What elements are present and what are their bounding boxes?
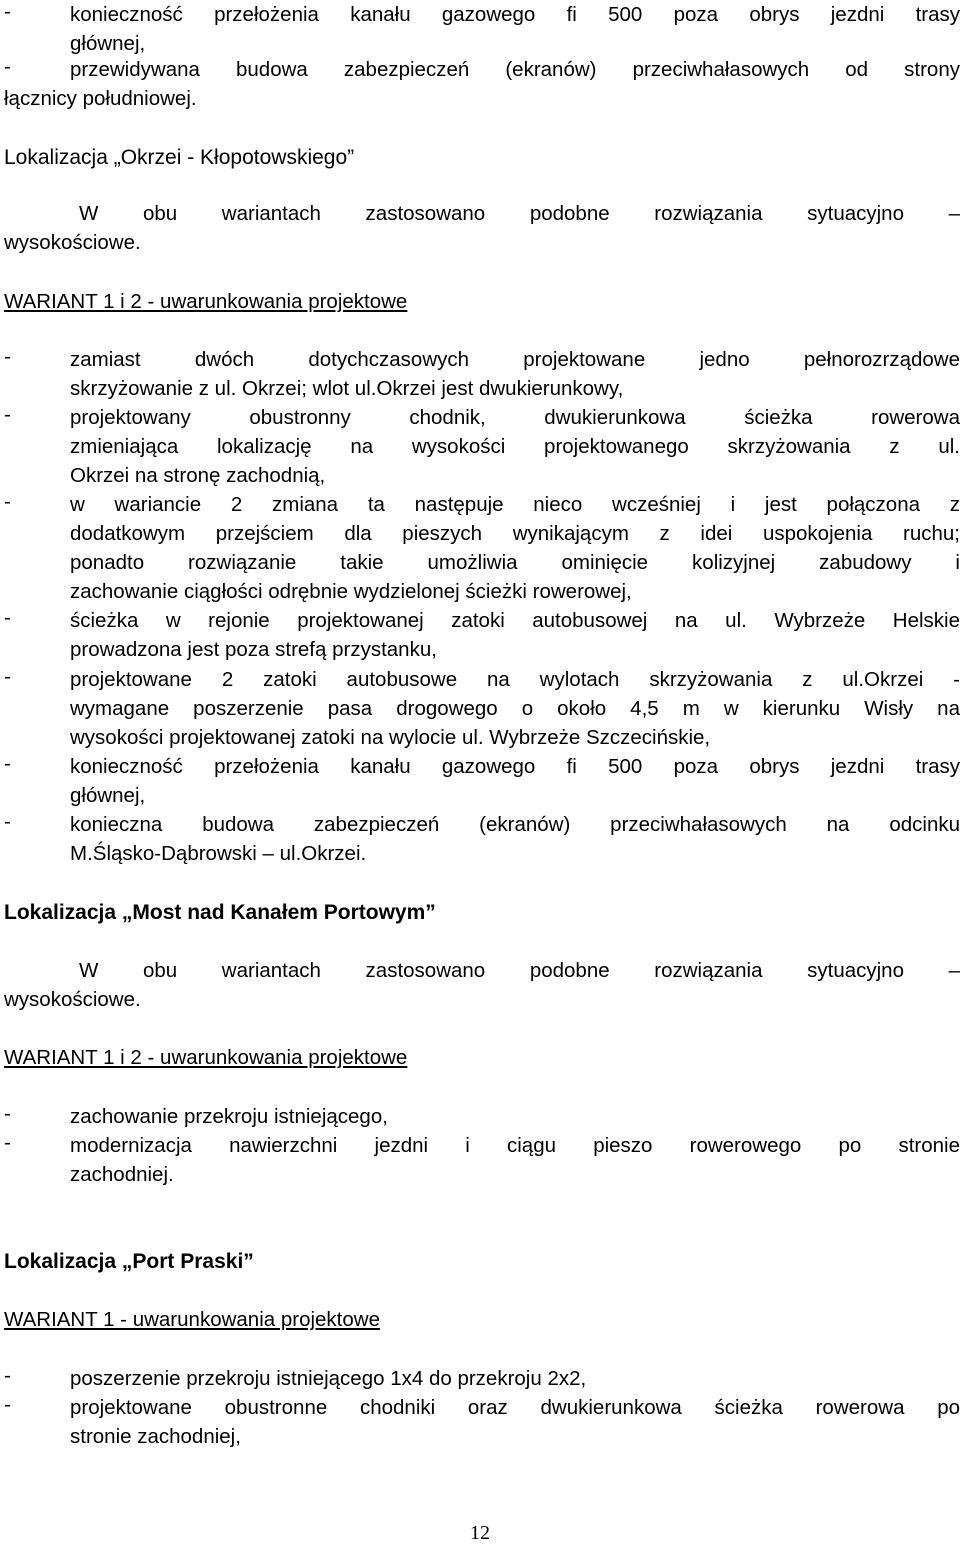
section-heading: Lokalizacja „Okrzei - Kłopotowskiego” [4, 146, 355, 169]
list-item-line: poszerzenie przekroju istniejącego 1x4 do przekroju 2x2, [70, 1367, 587, 1390]
paragraph-line: wysokościowe. [4, 231, 141, 254]
paragraph-line: W obu wariantach zastosowano podobne rozwiązania sytuacyjno – [79, 202, 960, 225]
list-dash: - [4, 1364, 11, 1387]
list-dash: - [4, 490, 11, 513]
list-item-line: ponadto rozwiązanie takie umożliwia ominięcie kolizyjnej zabudowy i [70, 551, 960, 574]
list-dash: - [4, 0, 11, 23]
list-item-line: wymagane poszerzenie pasa drogowego o około 4,5 m w kierunku Wisły na [70, 697, 960, 720]
list-item-line: konieczność przełożenia kanału gazowego fi 500 poza obrys jezdni trasy [70, 3, 960, 26]
list-item-line: zachowanie ciągłości odrębnie wydzielonej ścieżki rowerowej, [70, 580, 632, 603]
list-dash: - [4, 403, 11, 426]
list-dash: - [4, 1393, 11, 1416]
list-item-line: M.Śląsko-Dąbrowski – ul.Okrzei. [70, 842, 367, 865]
list-dash: - [4, 1131, 11, 1154]
list-dash: - [4, 1102, 11, 1125]
list-item-line: stronie zachodniej, [70, 1425, 241, 1448]
list-dash: - [4, 606, 11, 629]
list-item-line: dodatkowym przejściem dla pieszych wynikającym z idei uspokojenia ruchu; [70, 522, 960, 545]
list-item-line: prowadzona jest poza strefą przystanku, [70, 638, 437, 661]
list-item-line: zachodniej. [70, 1163, 174, 1186]
list-item-line: zmieniająca lokalizację na wysokości projektowanego skrzyżowania z ul. [70, 435, 960, 458]
section-heading: Lokalizacja „Port Praski” [4, 1250, 254, 1273]
paragraph-line: wysokościowe. [4, 988, 141, 1011]
list-item-line: głównej, [70, 784, 146, 807]
variant-heading: WARIANT 1 - uwarunkowania projektowe [4, 1308, 380, 1331]
paragraph-line: łącznicy południowej. [4, 87, 197, 110]
list-item-line: Okrzei na stronę zachodnią, [70, 464, 326, 487]
page-number: 12 [470, 1522, 490, 1544]
list-item-line: głównej, [70, 32, 146, 55]
section-heading: Lokalizacja „Most nad Kanałem Portowym” [4, 901, 436, 924]
list-item-line: wysokości projektowanej zatoki na wylocie ul. Wybrzeże Szczecińskie, [70, 726, 711, 749]
list-dash: - [4, 345, 11, 368]
paragraph-line: W obu wariantach zastosowano podobne rozwiązania sytuacyjno – [79, 959, 960, 982]
list-item-line: zachowanie przekroju istniejącego, [70, 1105, 388, 1128]
list-item-line: w wariancie 2 zmiana ta następuje nieco wcześniej i jest połączona z [70, 493, 960, 516]
list-item-line: ścieżka w rejonie projektowanej zatoki autobusowej na ul. Wybrzeże Helskie [70, 609, 960, 632]
list-item-line: zamiast dwóch dotychczasowych projektowane jedno pełnorozrządowe [70, 348, 960, 371]
list-item-line: konieczność przełożenia kanału gazowego fi 500 poza obrys jezdni trasy [70, 755, 960, 778]
variant-heading: WARIANT 1 i 2 - uwarunkowania projektowe [4, 1046, 408, 1069]
list-item-line: projektowane 2 zatoki autobusowe na wylotach skrzyżowania z ul.Okrzei - [70, 668, 960, 691]
list-item-line: projektowane obustronne chodniki oraz dwukierunkowa ścieżka rowerowa po [70, 1396, 960, 1419]
list-dash: - [4, 810, 11, 833]
list-item-line: projektowany obustronny chodnik, dwukierunkowa ścieżka rowerowa [70, 406, 960, 429]
list-item-line: konieczna budowa zabezpieczeń (ekranów) przeciwhałasowych na odcinku [70, 813, 960, 836]
list-dash: - [4, 752, 11, 775]
list-item-line: modernizacja nawierzchni jezdni i ciągu pieszo rowerowego po stronie [70, 1134, 960, 1157]
list-dash: - [4, 665, 11, 688]
list-dash: - [4, 55, 11, 78]
variant-heading: WARIANT 1 i 2 - uwarunkowania projektowe [4, 290, 408, 313]
list-item-line: skrzyżowanie z ul. Okrzei; wlot ul.Okrzei jest dwukierunkowy, [70, 377, 624, 400]
list-item-line: przewidywana budowa zabezpieczeń (ekranów) przeciwhałasowych od strony [70, 58, 960, 81]
